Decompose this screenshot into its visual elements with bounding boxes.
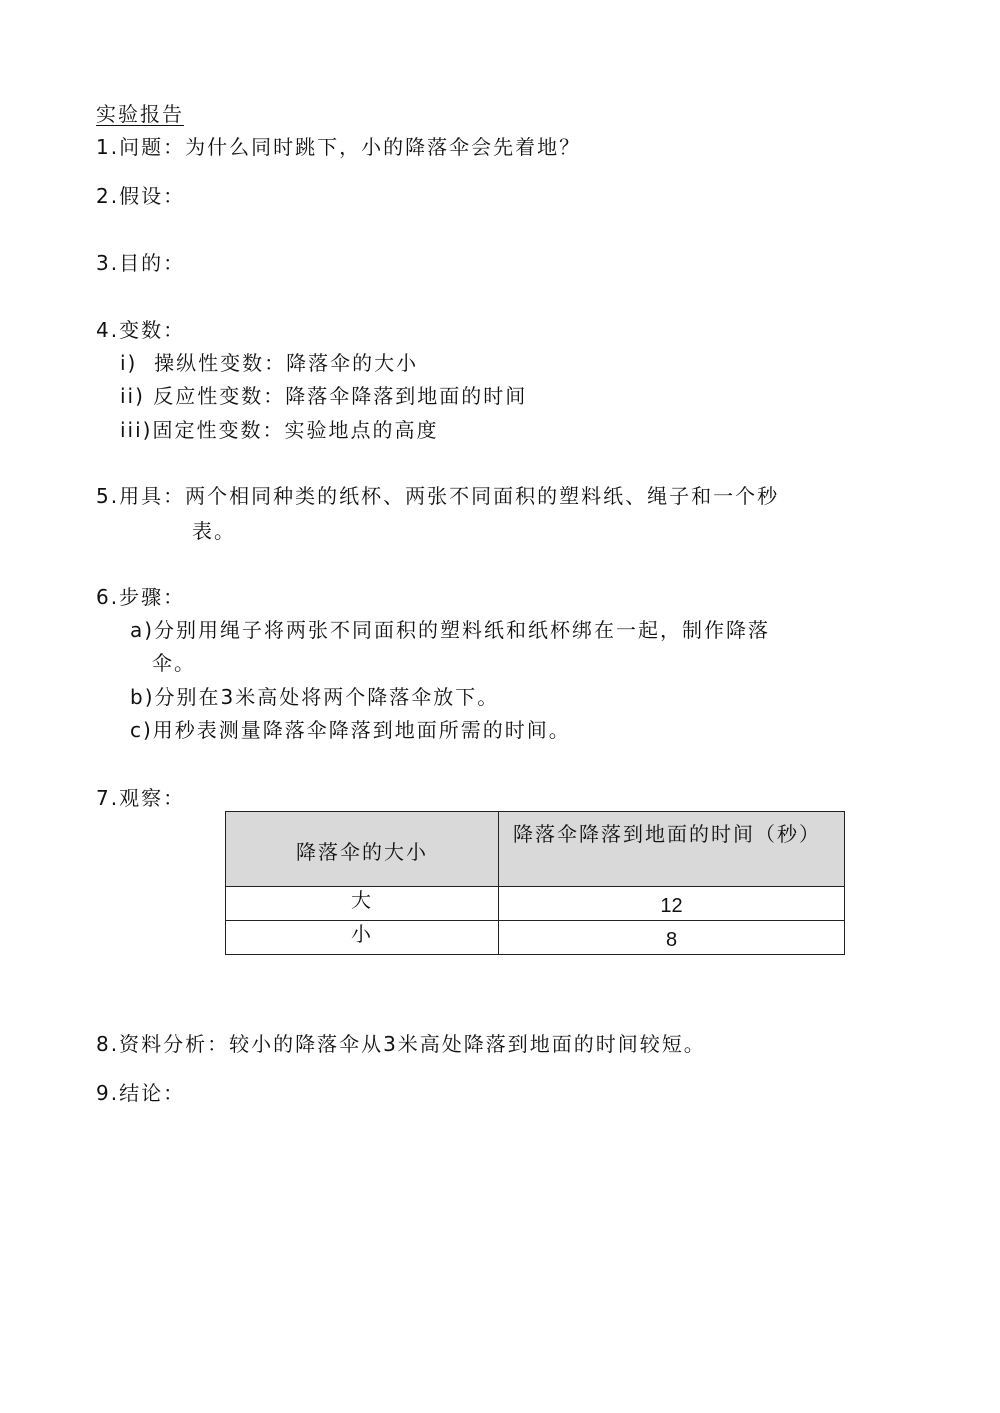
observation-heading: 7.观察：: [96, 786, 186, 810]
header-parachute-size: 降落伞的大小: [226, 812, 499, 887]
cell-time-large: 12: [499, 887, 845, 921]
cell-size-large: 大: [226, 887, 499, 921]
header-landing-time: 降落伞降落到地面的时间（秒）: [499, 812, 845, 887]
observation-table: [225, 811, 845, 955]
data-analysis-section: 8.资料分析：较小的降落伞从3米高处降落到地面的时间较短。: [96, 1032, 706, 1056]
materials-section: 5.用具：两个相同种类的纸杯、两张不同面积的塑料纸、绳子和一个秒: [96, 484, 780, 508]
procedure-step-a-continuation: 伞。: [152, 651, 196, 675]
responding-variable: ii) 反应性变数：降落伞降落到地面的时间: [120, 384, 528, 408]
materials-continuation: 表。: [192, 519, 236, 543]
report-title: 实验报告: [96, 102, 184, 126]
procedure-step-c: c)用秒表测量降落伞降落到地面所需的时间。: [130, 718, 571, 742]
variables-heading: 4.变数：: [96, 318, 186, 342]
procedure-step-b: b)分别在3米高处将两个降落伞放下。: [130, 685, 500, 709]
manipulated-variable: i) 操纵性变数：降落伞的大小: [120, 351, 419, 375]
hypothesis-section: 2.假设：: [96, 184, 186, 208]
question-section: 1.问题：为什么同时跳下，小的降落伞会先着地？: [96, 135, 582, 159]
conclusion-section: 9.结论：: [96, 1081, 186, 1105]
procedure-heading: 6.步骤：: [96, 585, 186, 609]
table-row: [226, 887, 845, 921]
table-row: [226, 921, 845, 955]
procedure-step-a: a)分别用绳子将两张不同面积的塑料纸和纸杯绑在一起，制作降落: [130, 618, 771, 642]
objective-section: 3.目的：: [96, 251, 186, 275]
table-header-row: [226, 812, 845, 887]
constant-variable: iii)固定性变数：实验地点的高度: [120, 418, 439, 442]
cell-size-small: 小: [226, 921, 499, 955]
cell-time-small: 8: [499, 921, 845, 955]
